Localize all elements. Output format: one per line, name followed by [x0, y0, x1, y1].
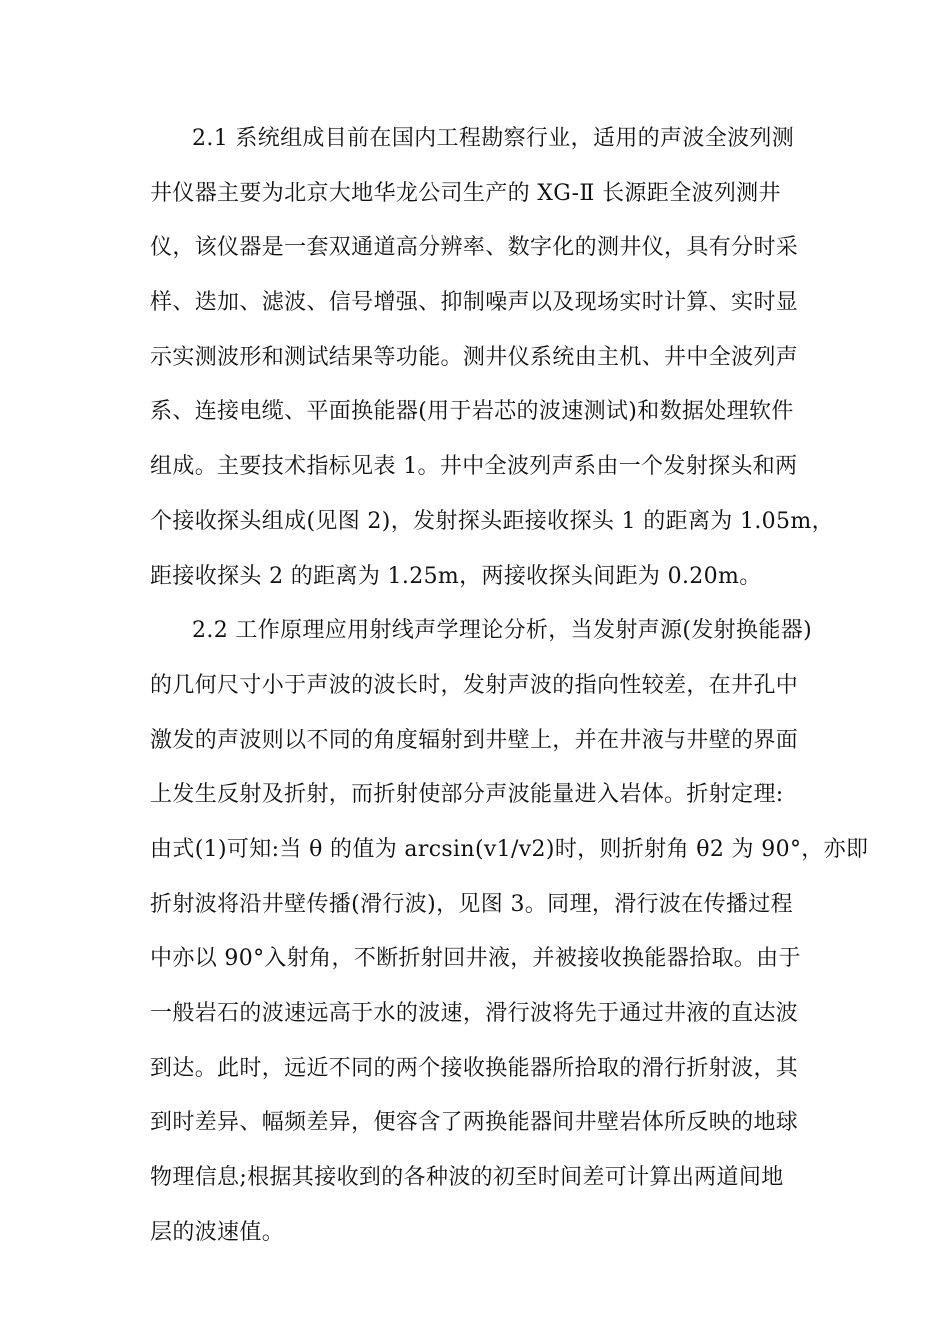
text-line: 距接收探头 2 的距离为 1.25m，两接收探头间距为 0.20m。	[150, 563, 762, 589]
text-line: 样、迭加、滤波、信号增强、抑制噪声以及现场实时计算、实时显	[150, 290, 799, 316]
text-line: 到达。此时，远近不同的两个接收换能器所拾取的滑行折射波，其	[150, 1055, 799, 1081]
text-line: 个接收探头组成(见图 2)，发射探头距接收探头 1 的距离为 1.05m，	[150, 508, 834, 534]
text-line: 由式(1)可知:当 θ 的值为 arcsin(v1/v2)时，则折射角 θ2 为 90°，亦即	[150, 836, 869, 862]
text-line: 组成。主要技术指标见表 1。井中全波列声系由一个发射探头和两	[150, 454, 798, 480]
text-line: 的几何尺寸小于声波的波长时，发射声波的指向性较差，在井孔中	[150, 672, 799, 698]
text-line: 2.2 工作原理应用射线声学理论分析，当发射声源(发射换能器)	[192, 618, 812, 644]
text-line: 井仪器主要为北京大地华龙公司生产的 XG-Ⅱ 长源距全波列测井	[150, 180, 781, 206]
text-line: 折射波将沿井壁传播(滑行波)，见图 3。同理，滑行波在传播过程	[150, 891, 794, 917]
text-line: 2.1 系统组成目前在国内工程勘察行业，适用的声波全波列测	[192, 126, 795, 151]
text-line: 系、连接电缆、平面换能器(用于岩芯的波速测试)和数据处理软件	[150, 399, 794, 425]
text-line: 激发的声波则以不同的角度辐射到井壁上，并在井液与井壁的界面	[150, 727, 799, 753]
text-line: 一般岩石的波速远高于水的波速，滑行波将先于通过井液的直达波	[150, 1001, 799, 1026]
text-line: 仪，该仪器是一套双通道高分辨率、数字化的测井仪，具有分时采	[150, 235, 799, 261]
document-body	[150, 112, 869, 1260]
paragraph-system-composition	[150, 112, 834, 604]
text-line: 中亦以 90°入射角，不断折射回井液，并被接收换能器拾取。由于	[150, 946, 801, 972]
text-line: 到时差异、幅频差异，便容含了两换能器间井壁岩体所反映的地球	[150, 1110, 799, 1136]
paragraph-working-principle	[150, 604, 869, 1260]
text-line: 物理信息;根据其接收到的各种波的初至时间差可计算出两道间地	[150, 1165, 784, 1191]
text-line: 示实测波形和测试结果等功能。测井仪系统由主机、井中全波列声	[150, 344, 799, 370]
text-line: 层的波速值。	[150, 1219, 285, 1245]
text-line: 上发生反射及折射，而折射使部分声波能量进入岩体。折射定理:	[150, 782, 784, 808]
